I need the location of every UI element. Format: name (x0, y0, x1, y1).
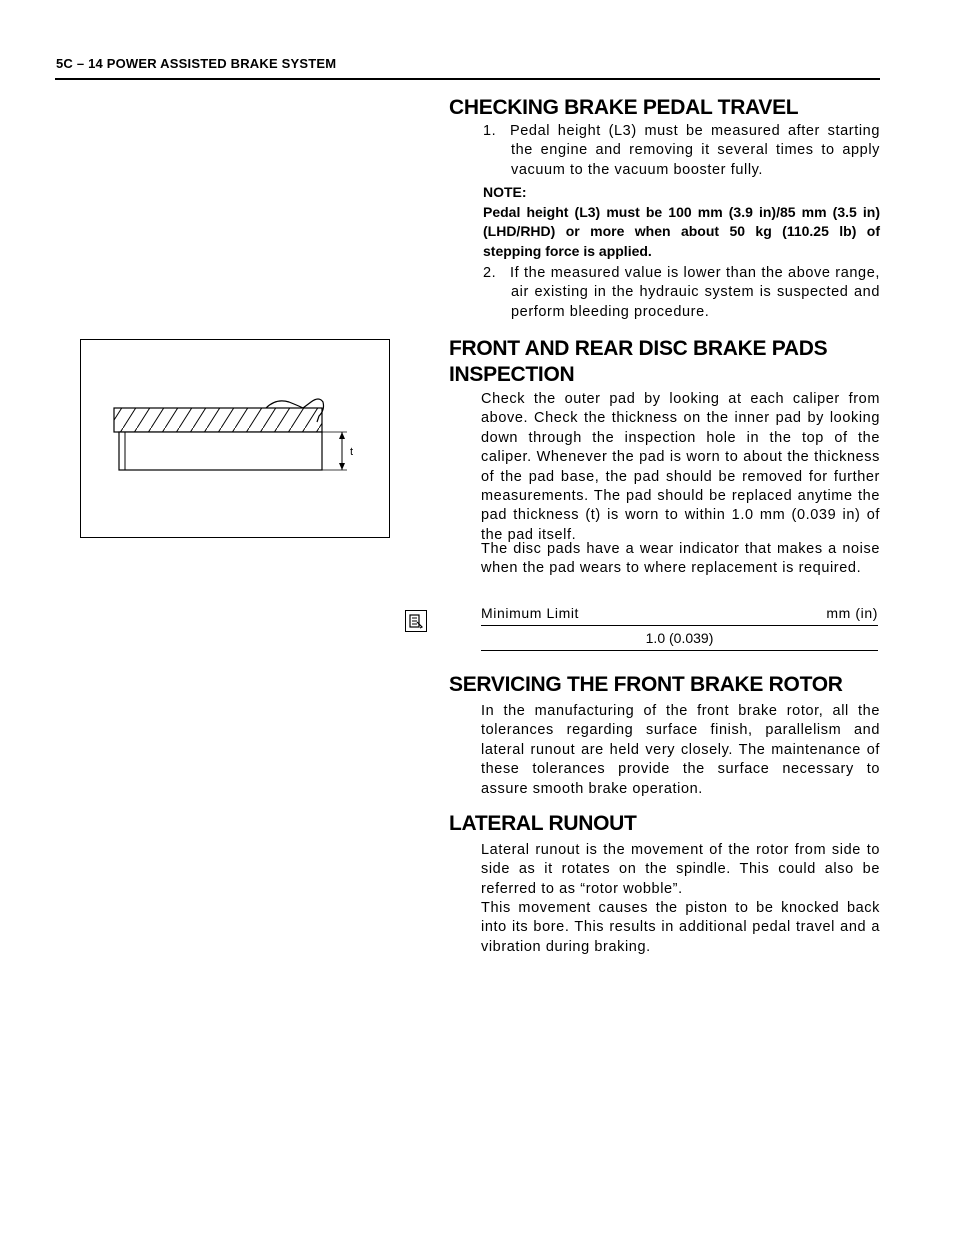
disc-pads-paragraph-1: Check the outer pad by looking at each caliper from above. Check the thickness on the inner pad by looking down through the inspection hole in the top of the caliper. Whenever the pad is worn to about the thickness of the pad base, the pad should be removed for further measurements. The pad should be replaced anytime the pad thickness (t) is worn to within 1.0 mm (0.039 in) of the pad itself. (481, 391, 880, 543)
runout-paragraph-2: This movement causes the piston to be knocked back into its bore. This results in additional pedal travel and a vibration during braking. (481, 900, 880, 955)
rotor-paragraph: In the manufacturing of the front brake rotor, all the tolerances regarding surface finish, parallelism and lateral runout are held very closely. The maintenance of these tolerances provide the surface necessary to assure smooth brake operation. (481, 703, 880, 797)
pad-friction-material (119, 432, 322, 470)
section-title-disc-pads (449, 336, 827, 388)
section-title-disc-pads-line2: INSPECTION (449, 363, 575, 386)
disc-pads-paragraph-2: The disc pads have a wear indicator that makes a noise when the pad wears to where replacement is required. (481, 541, 880, 577)
runout-paragraph-1: Lateral runout is the movement of the rotor from side to side as it rotates on the spindle. This could also be referred to as “rotor wobble”. (481, 842, 880, 897)
step-1-text: Pedal height (L3) must be measured after starting the engine and removing it several times to apply vacuum to the vacuum booster fully. (510, 123, 880, 178)
section-title-disc-pads-line1: FRONT AND REAR DISC BRAKE PADS (449, 337, 828, 360)
note-label: NOTE: (483, 184, 527, 200)
step-2 (483, 264, 880, 322)
minimum-limit-table (481, 603, 878, 651)
pad-backing-plate (114, 408, 322, 432)
page-header (55, 56, 880, 80)
table-row: 1.0 (0.039) (481, 626, 878, 651)
step-1-number: 1. (483, 123, 497, 139)
step-2-text: If the measured value is lower than the above range, air existing in the hydrauic system is suspected and perform bleeding procedure. (510, 265, 880, 320)
section-title-runout: LATERAL RUNOUT (449, 812, 637, 835)
thickness-label: t (350, 446, 354, 458)
step-1 (483, 122, 880, 180)
table-header (481, 603, 878, 626)
brake-pad-figure (80, 339, 390, 538)
brake-pad-diagram (81, 340, 391, 539)
section-title-rotor: SERVICING THE FRONT BRAKE ROTOR (449, 673, 843, 696)
specification-icon (405, 610, 427, 632)
table-header-right: mm (in) (826, 605, 878, 621)
note-text: Pedal height (L3) must be 100 mm (3.9 in)/85 mm (3.5 in) (LHD/RHD) or more when about 50 kg (110.25 lb) of stepping force is applied. (483, 203, 880, 259)
header-title: 5C – 14 POWER ASSISTED BRAKE SYSTEM (56, 56, 337, 71)
step-2-number: 2. (483, 265, 497, 281)
note-block (483, 183, 880, 261)
table-header-left: Minimum Limit (481, 605, 580, 621)
section-title-pedal-travel: CHECKING BRAKE PEDAL TRAVEL (449, 96, 799, 119)
